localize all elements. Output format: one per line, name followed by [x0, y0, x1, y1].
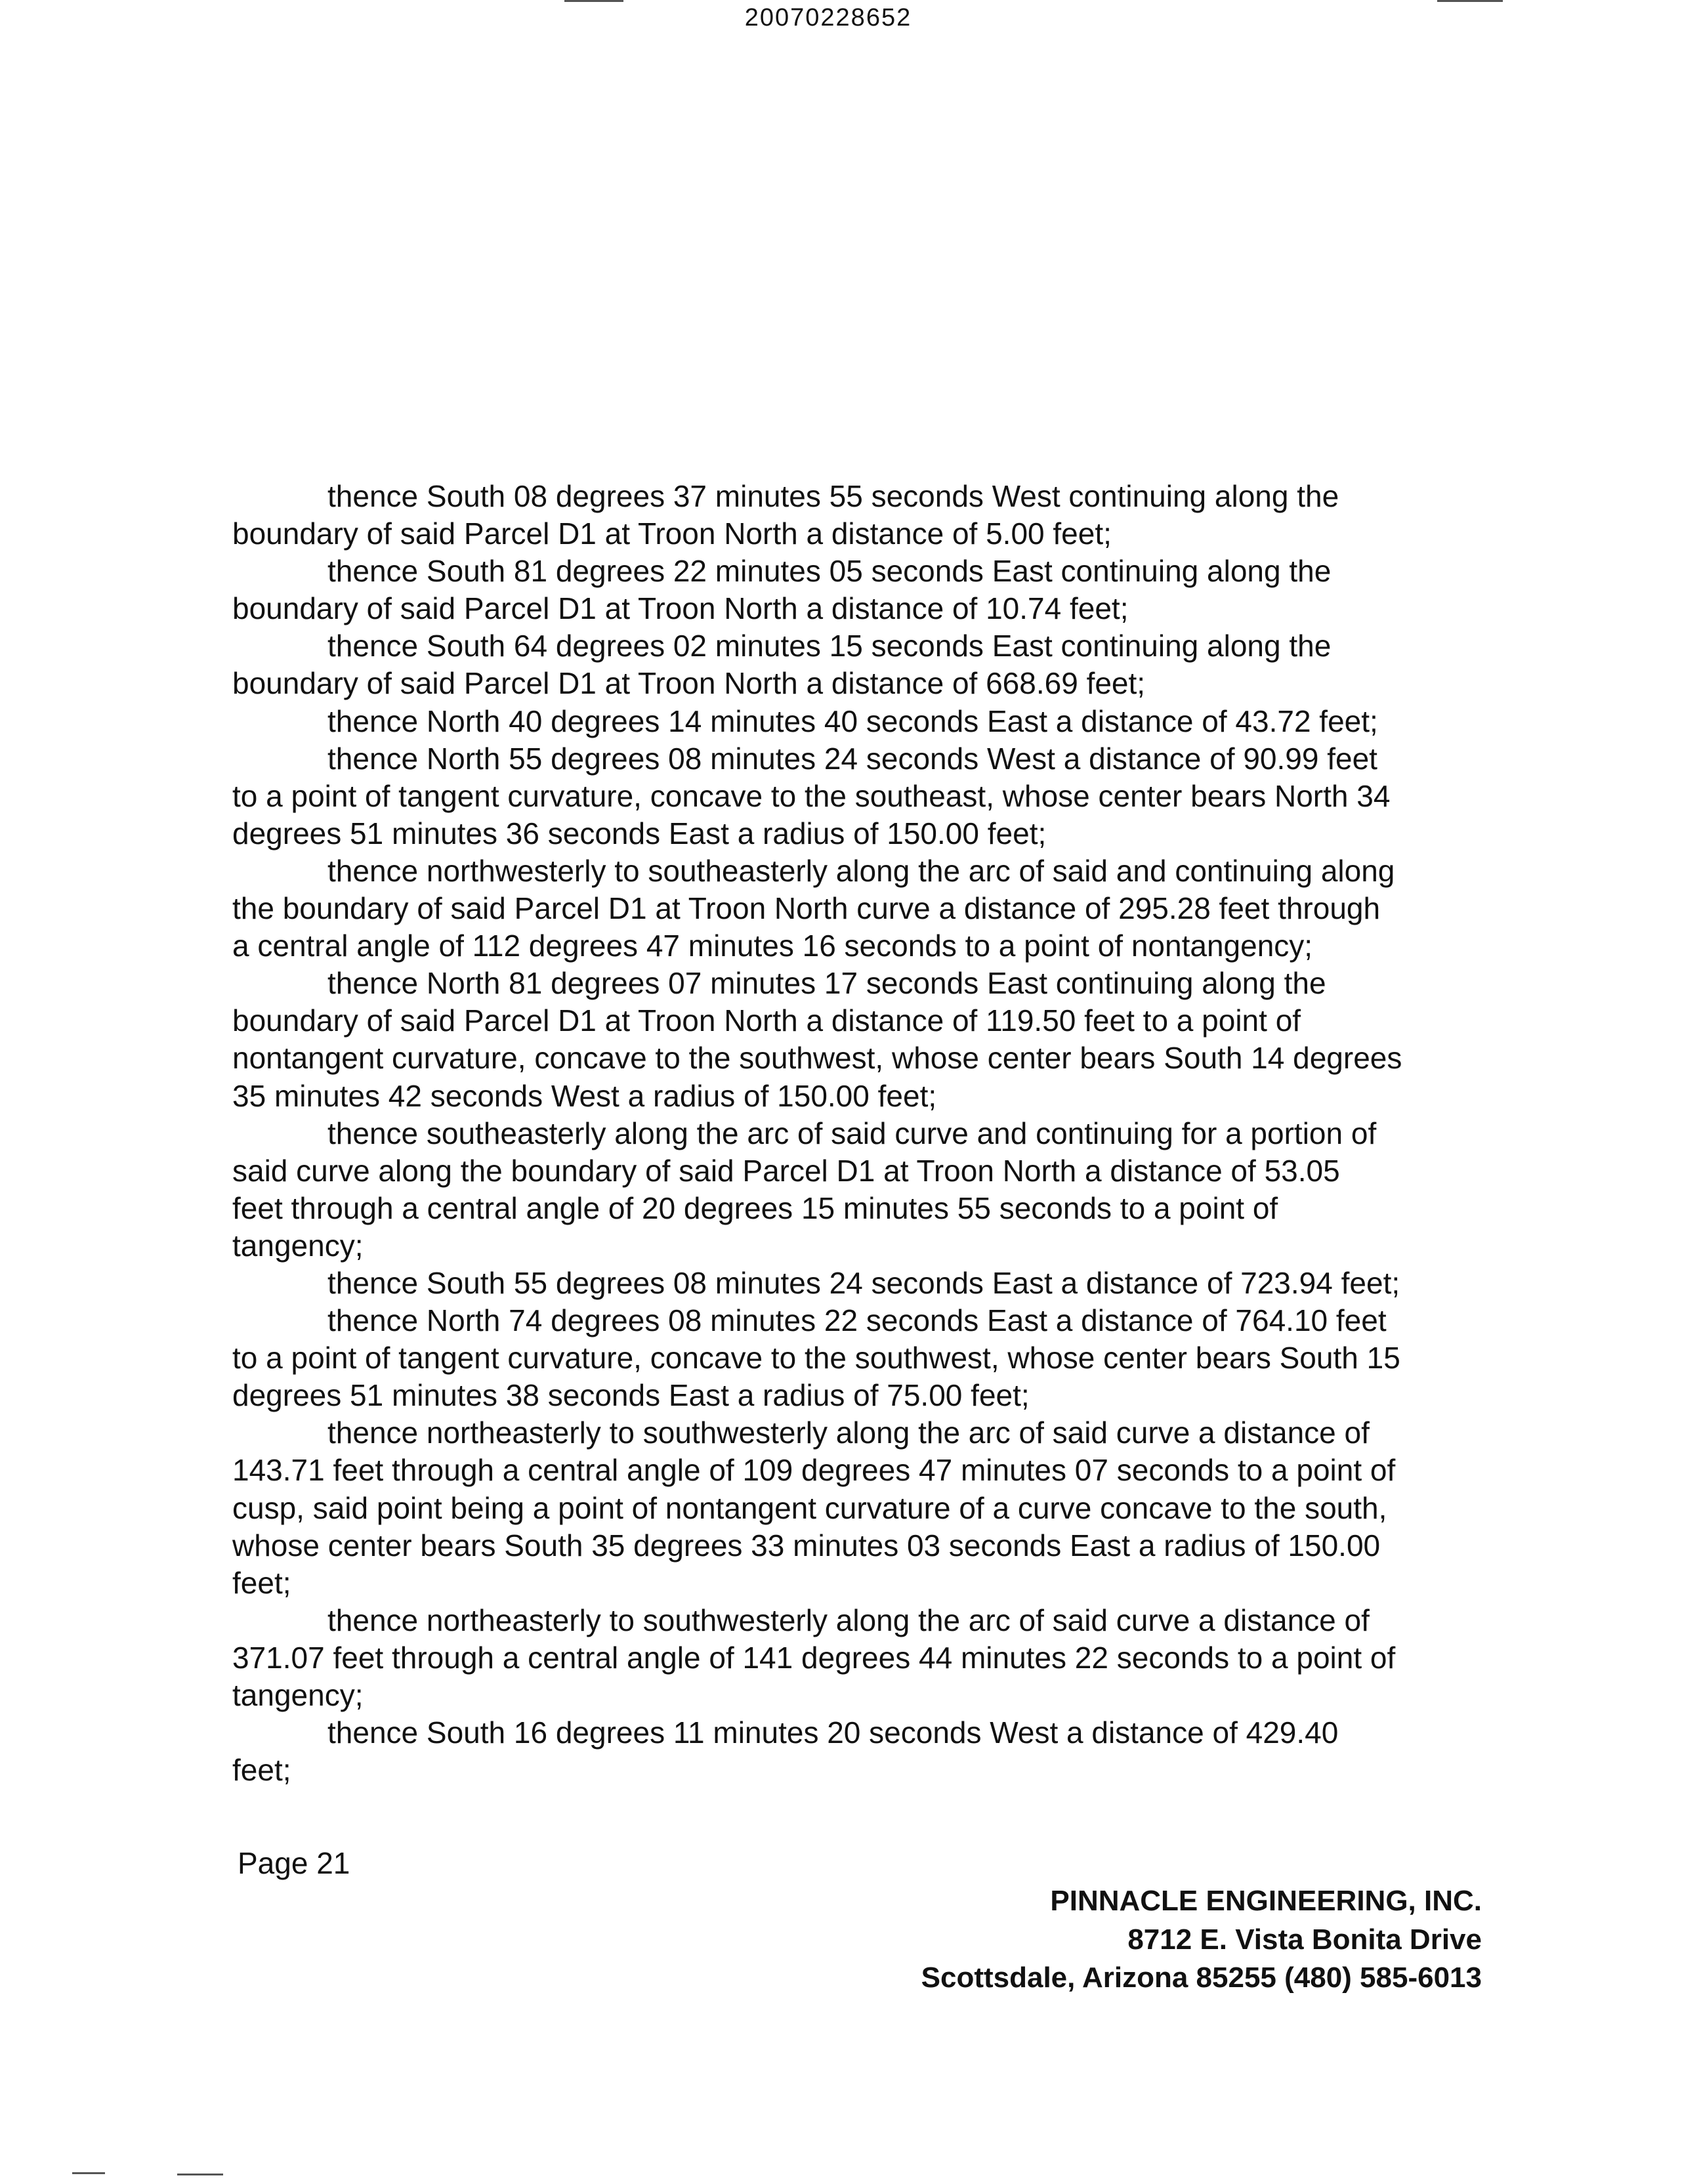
text-line: 35 minutes 42 seconds West a radius of 150.00 feet; — [232, 1078, 937, 1113]
text-line: degrees 51 minutes 36 seconds East a radius of 150.00 feet; — [232, 816, 1047, 850]
company-city-phone: Scottsdale, Arizona 85255 (480) 585-6013 — [921, 1962, 1482, 1994]
text-line: nontangent curvature, concave to the southwest, whose center bears South 14 degrees — [232, 1041, 1402, 1076]
text-line: thence North 81 degrees 07 minutes 17 seconds East continuing along the — [327, 966, 1326, 1001]
text-line: tangency; — [232, 1678, 364, 1712]
company-street: 8712 E. Vista Bonita Drive — [1127, 1923, 1482, 1956]
paragraph — [232, 1115, 1519, 1265]
text-line: feet; — [232, 1753, 291, 1788]
text-line: thence North 55 degrees 08 minutes 24 seconds West a distance of 90.99 feet — [327, 741, 1377, 776]
text-line: tangency; — [232, 1228, 364, 1263]
scan-artifact — [564, 0, 623, 2]
company-name: PINNACLE ENGINEERING, INC. — [1050, 1885, 1482, 1917]
text-line: feet; — [232, 1565, 291, 1600]
text-line: 371.07 feet through a central angle of 141 degrees 44 minutes 22 seconds to a point of — [232, 1640, 1396, 1675]
text-line: said curve along the boundary of said Parcel D1 at Troon North a distance of 53.05 — [232, 1153, 1340, 1188]
paragraph — [232, 1302, 1519, 1414]
text-line: 143.71 feet through a central angle of 109 degrees 47 minutes 07 seconds to a point of — [232, 1453, 1396, 1488]
text-line: boundary of said Parcel D1 at Troon North a distance of 119.50 feet to a point of — [232, 1003, 1301, 1038]
paragraph — [232, 965, 1519, 1114]
paragraph — [232, 1265, 1519, 1302]
text-line: thence North 74 degrees 08 minutes 22 seconds East a distance of 764.10 feet — [327, 1303, 1387, 1338]
page-number: Page 21 — [238, 1846, 350, 1880]
text-line: thence northeasterly to southwesterly along the arc of said curve a distance of — [327, 1416, 1370, 1450]
text-line: the boundary of said Parcel D1 at Troon North curve a distance of 295.28 feet through — [232, 891, 1381, 926]
paragraph — [232, 703, 1519, 740]
text-line: boundary of said Parcel D1 at Troon North a distance of 668.69 feet; — [232, 666, 1146, 701]
paragraph — [232, 740, 1519, 852]
paragraph — [232, 627, 1519, 702]
text-line: thence South 64 degrees 02 minutes 15 seconds East continuing along the — [327, 629, 1332, 663]
text-line: degrees 51 minutes 38 seconds East a radius of 75.00 feet; — [232, 1378, 1030, 1413]
text-line: thence northwesterly to southeasterly along the arc of said and continuing along — [327, 853, 1395, 888]
paragraph — [232, 1414, 1519, 1601]
text-line: to a point of tangent curvature, concave to the southeast, whose center bears North 34 — [232, 778, 1391, 813]
paragraph — [232, 478, 1519, 553]
scan-artifact — [1437, 0, 1503, 2]
company-address-block — [921, 1882, 1482, 1998]
text-line: thence South 08 degrees 37 minutes 55 seconds West continuing along the — [327, 479, 1339, 513]
paragraph — [232, 553, 1519, 627]
scan-artifact — [72, 2172, 105, 2174]
paragraph — [232, 1602, 1519, 1714]
text-line: thence South 81 degrees 22 minutes 05 seconds East continuing along the — [327, 554, 1332, 589]
document-number: 20070228652 — [744, 4, 912, 32]
text-line: a central angle of 112 degrees 47 minutes 16 seconds to a point of nontangency; — [232, 929, 1313, 963]
text-line: cusp, said point being a point of nontangent curvature of a curve concave to the south, — [232, 1490, 1387, 1525]
text-line: thence South 55 degrees 08 minutes 24 seconds East a distance of 723.94 feet; — [327, 1265, 1400, 1300]
text-line: thence South 16 degrees 11 minutes 20 seconds West a distance of 429.40 — [327, 1715, 1339, 1750]
legal-description-body — [232, 478, 1519, 1789]
text-line: whose center bears South 35 degrees 33 minutes 03 seconds East a radius of 150.00 — [232, 1528, 1381, 1563]
text-line: boundary of said Parcel D1 at Troon North a distance of 5.00 feet; — [232, 516, 1112, 551]
paragraph — [232, 1714, 1519, 1789]
scan-artifact — [177, 2174, 223, 2175]
text-line: thence North 40 degrees 14 minutes 40 seconds East a distance of 43.72 feet; — [327, 704, 1378, 738]
text-line: thence northeasterly to southwesterly along the arc of said curve a distance of — [327, 1603, 1370, 1637]
text-line: thence southeasterly along the arc of said curve and continuing for a portion of — [327, 1116, 1377, 1150]
text-line: feet through a central angle of 20 degrees 15 minutes 55 seconds to a point of — [232, 1190, 1278, 1225]
paragraph — [232, 852, 1519, 965]
text-line: boundary of said Parcel D1 at Troon North a distance of 10.74 feet; — [232, 591, 1129, 626]
text-line: to a point of tangent curvature, concave to the southwest, whose center bears South 15 — [232, 1341, 1400, 1376]
